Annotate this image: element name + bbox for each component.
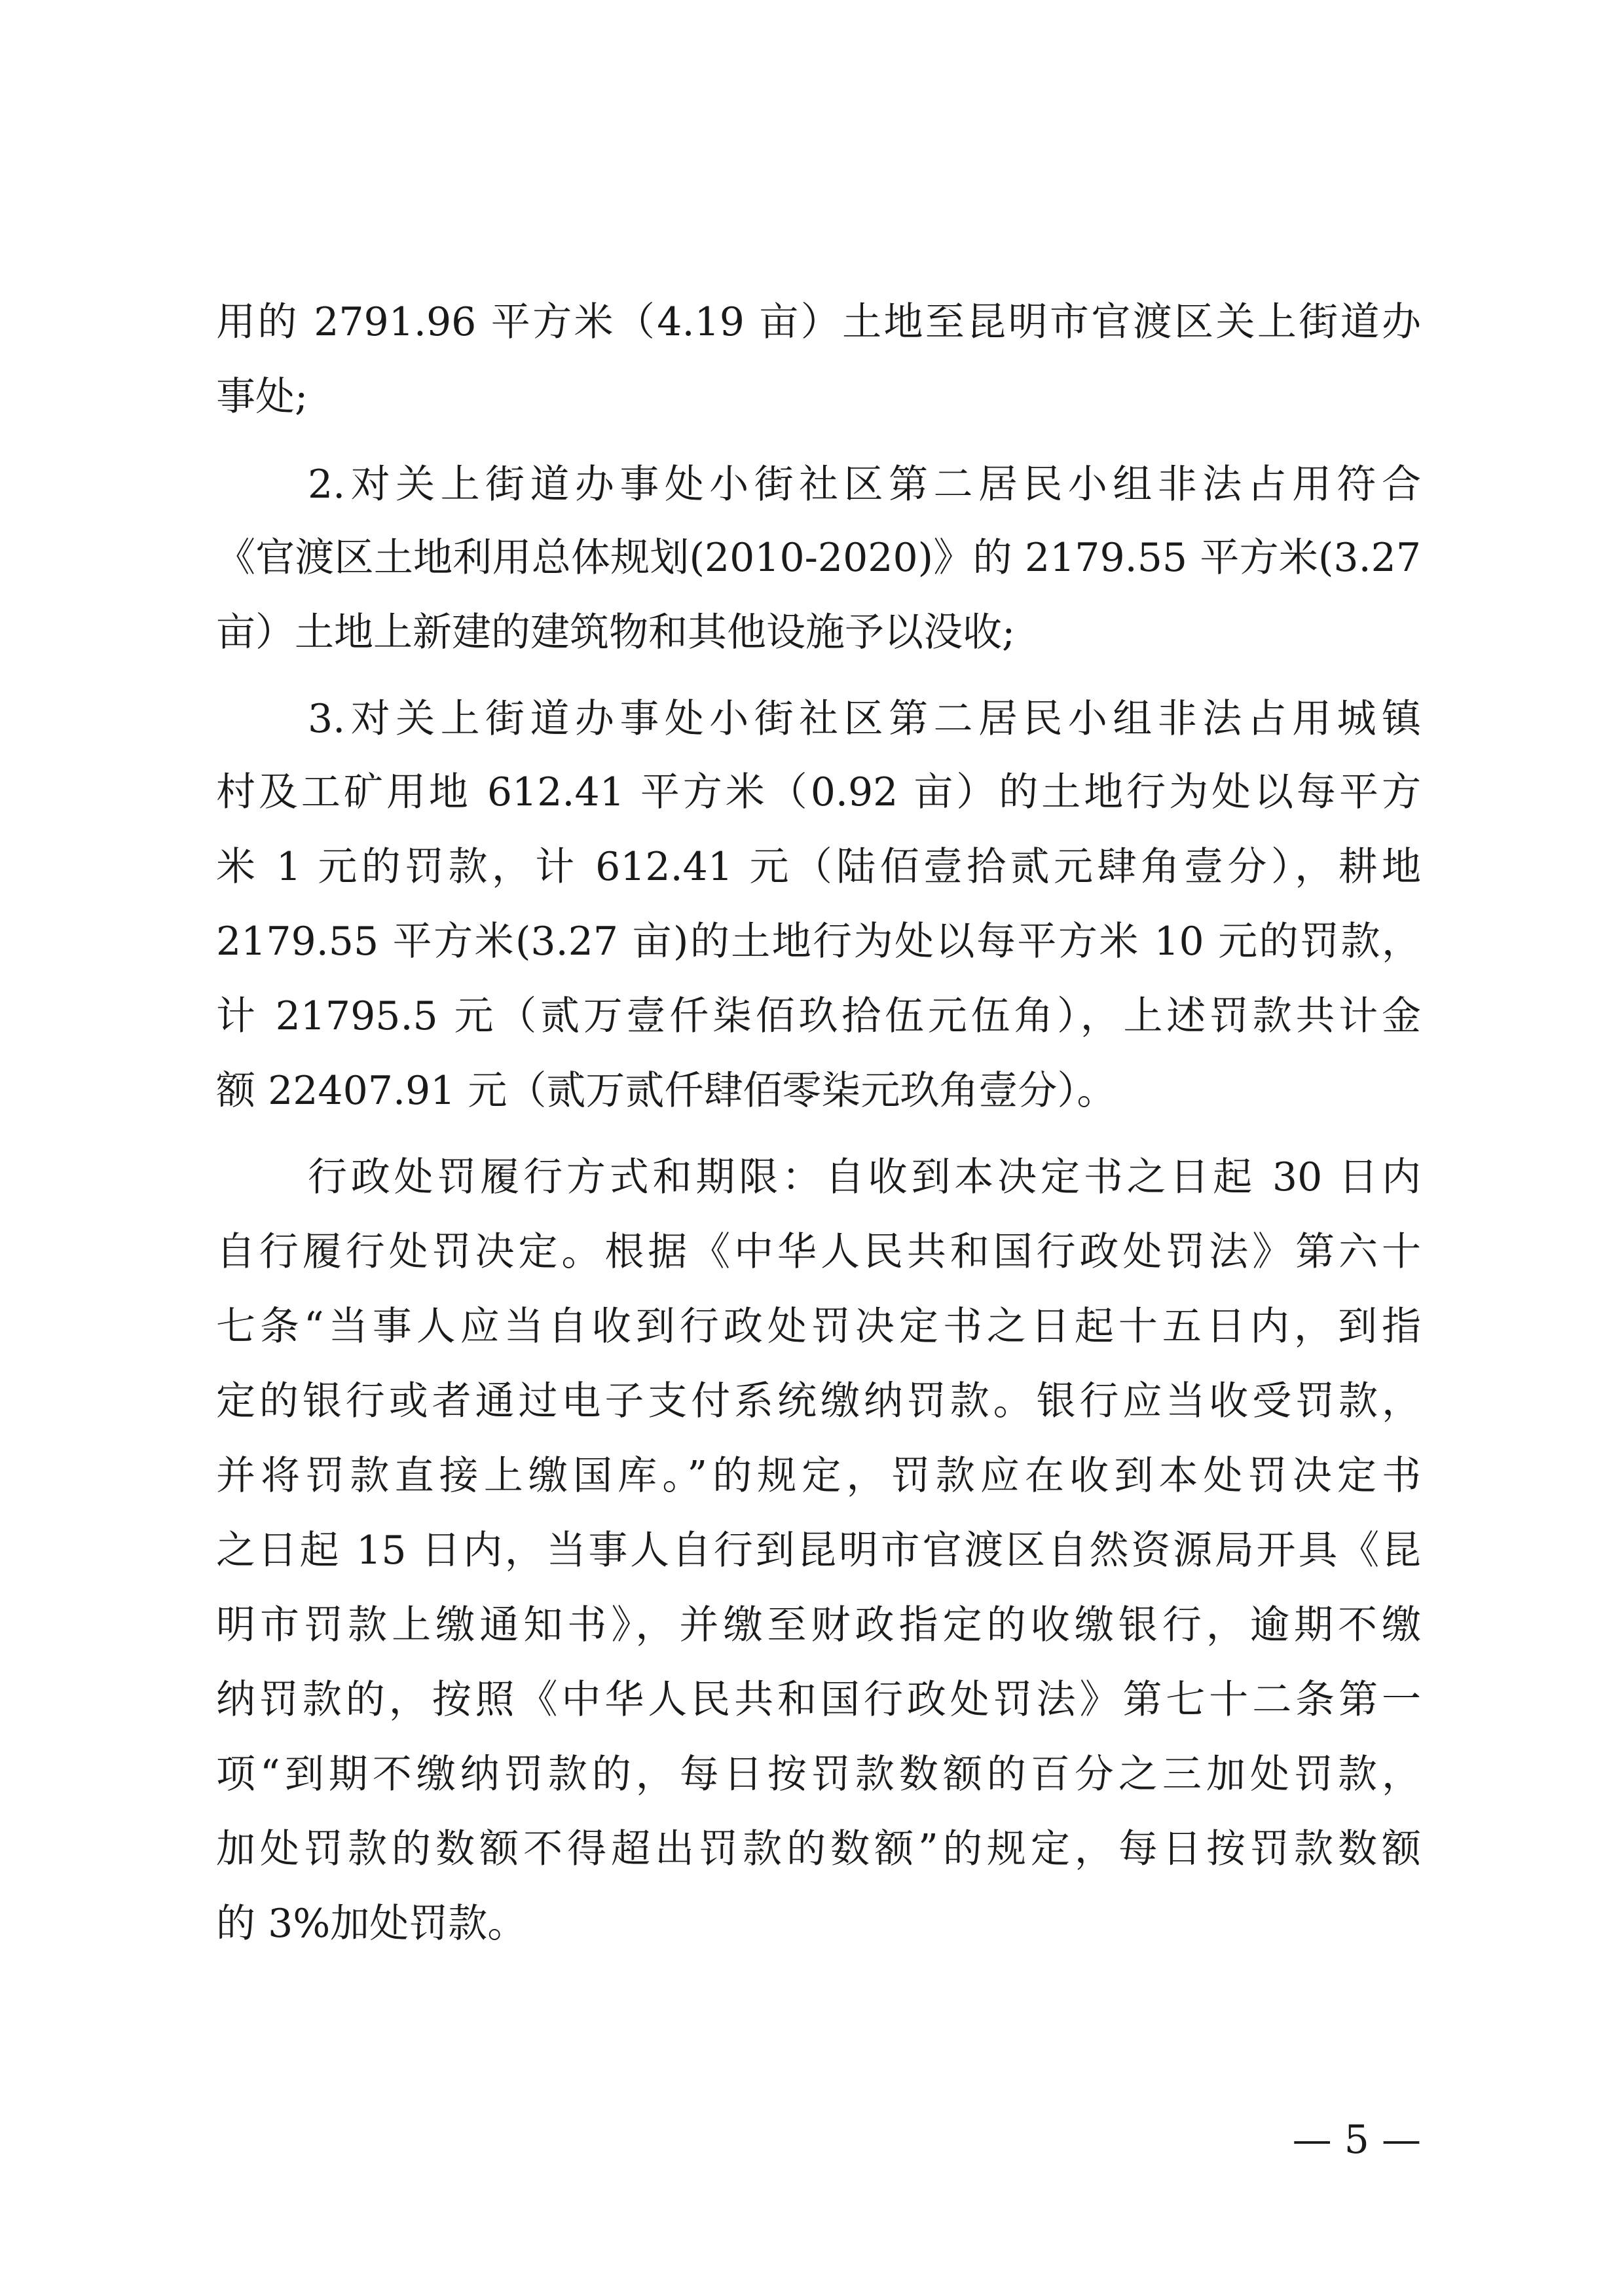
text-line: 2179.55 平方米(3.27 亩)的土地行为处以每平方米 10 元的罚款，: [216, 919, 1421, 964]
text-line: 米 1 元的罚款，计 612.41 元（陆佰壹拾贰元肆角壹分），耕地: [216, 844, 1421, 890]
text-line: 的 3%加处罚款。: [216, 1901, 527, 1947]
text-line: 事处;: [216, 374, 308, 420]
text-line: 项“到期不缴纳罚款的，每日按罚款数额的百分之三加处罚款，: [216, 1752, 1421, 1797]
text-line: 自行履行处罚决定。根据《中华人民共和国行政处罚法》第六十: [216, 1229, 1421, 1275]
text-line: 定的银行或者通过电子支付系统缴纳罚款。银行应当收受罚款，: [216, 1378, 1421, 1424]
text-line: 亩）土地上新建的建筑物和其他设施予以没收;: [216, 610, 1016, 655]
text-line: 2.对关上街道办事处小街社区第二居民小组非法占用符合: [308, 462, 1421, 507]
text-line: 《官渡区土地利用总体规划(2010-2020)》的 2179.55 平方米(3.27: [216, 535, 1421, 581]
text-line: 明市罚款上缴通知书》，并缴至财政指定的收缴银行，逾期不缴: [216, 1602, 1421, 1648]
page-number: — 5 —: [1292, 2117, 1421, 2163]
text-line: 七条“当事人应当自收到行政处罚决定书之日起十五日内，到指: [216, 1304, 1421, 1349]
text-line: 村及工矿用地 612.41 平方米（0.92 亩）的土地行为处以每平方: [216, 769, 1421, 815]
text-line: 行政处罚履行方式和期限：自收到本决定书之日起 30 日内: [308, 1154, 1421, 1200]
text-line: 3.对关上街道办事处小街社区第二居民小组非法占用城镇: [308, 696, 1421, 742]
text-line: 之日起 15 日内，当事人自行到昆明市官渡区自然资源局开具《昆: [216, 1528, 1421, 1573]
text-line: 纳罚款的，按照《中华人民共和国行政处罚法》第七十二条第一: [216, 1677, 1421, 1723]
text-line: 计 21795.5 元（贰万壹仟柒佰玖拾伍元伍角），上述罚款共计金: [216, 993, 1421, 1039]
text-line: 额 22407.91 元（贰万贰仟肆佰零柒元玖角壹分）。: [216, 1068, 1116, 1114]
text-line: 并将罚款直接上缴国库。”的规定，罚款应在收到本处罚决定书: [216, 1453, 1421, 1499]
text-line: 加处罚款的数额不得超出罚款的数额”的规定，每日按罚款数额: [216, 1826, 1421, 1872]
text-line: 用的 2791.96 平方米（4.19 亩）土地至昆明市官渡区关上街道办: [216, 299, 1421, 345]
